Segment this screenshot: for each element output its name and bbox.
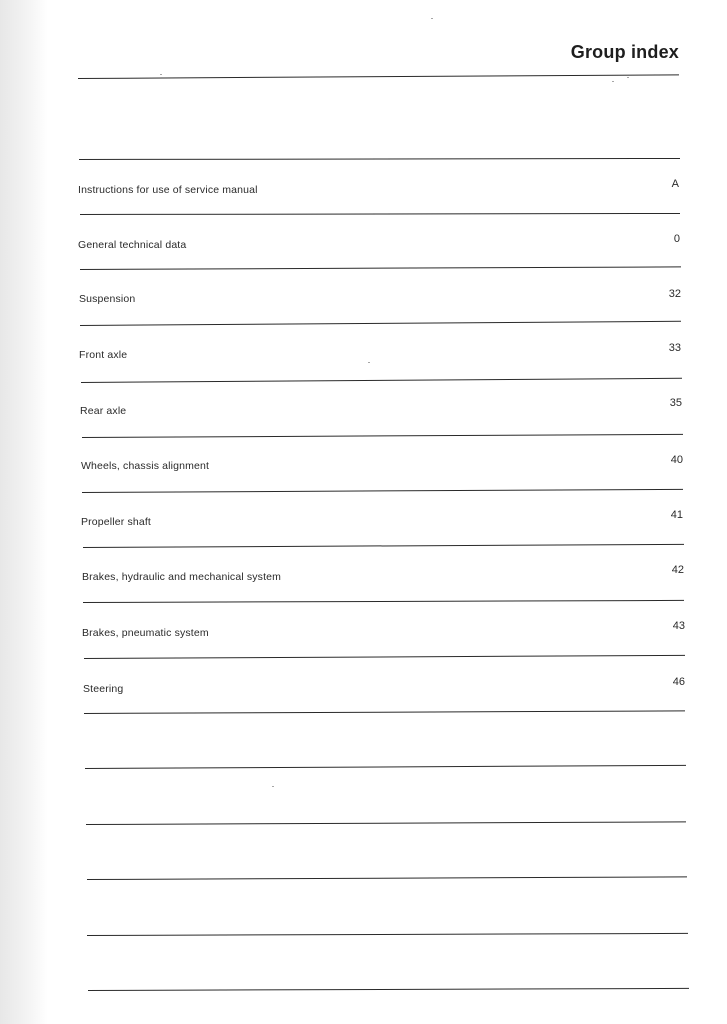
entry-label: General technical data: [78, 239, 187, 251]
divider-rule: [84, 710, 685, 714]
divider-rule: [85, 765, 686, 769]
title-rule: [78, 74, 679, 79]
entry-group-number: 32: [668, 288, 681, 300]
entry-group-number: 46: [672, 676, 685, 688]
divider-rule: [81, 378, 682, 383]
entry-label: Brakes, pneumatic system: [82, 627, 209, 639]
scan-speck: [612, 81, 614, 82]
entry-group-number: 0: [673, 233, 680, 245]
divider-rule: [80, 321, 681, 326]
divider-rule: [87, 933, 688, 936]
divider-rule: [83, 600, 684, 603]
scan-speck: [431, 18, 433, 19]
divider-rule: [84, 655, 685, 659]
entry-group-number: 43: [672, 620, 685, 632]
entry-group-number: 41: [670, 509, 683, 521]
scan-speck: [160, 74, 162, 75]
scan-speck: [627, 77, 629, 78]
divider-rule: [82, 489, 683, 493]
divider-rule: [87, 876, 687, 880]
entry-label: Suspension: [79, 293, 136, 305]
divider-rule: [80, 266, 681, 270]
page-binding-shadow: [0, 0, 48, 1024]
scan-speck: [368, 362, 370, 363]
scan-speck: [272, 786, 274, 787]
divider-rule: [82, 434, 683, 438]
entry-group-number: 40: [670, 454, 683, 466]
entry-label: Propeller shaft: [81, 516, 151, 528]
entry-label: Wheels, chassis alignment: [81, 460, 210, 472]
divider-rule: [83, 544, 684, 548]
entry-group-number: 33: [668, 342, 681, 354]
divider-rule: [80, 213, 680, 215]
entry-label: Brakes, hydraulic and mechanical system: [82, 571, 282, 583]
divider-rule: [79, 158, 680, 160]
entry-label: Steering: [83, 683, 124, 695]
entry-group-number: 35: [669, 397, 682, 409]
entry-label: Rear axle: [80, 405, 127, 417]
entry-label: Front axle: [79, 349, 128, 361]
entry-label: Instructions for use of service manual: [78, 184, 258, 196]
divider-rule: [88, 988, 689, 991]
divider-rule: [86, 821, 686, 825]
entry-group-number: 42: [671, 564, 684, 576]
entry-group-number: A: [671, 178, 679, 190]
page-title: Group index: [570, 42, 679, 62]
